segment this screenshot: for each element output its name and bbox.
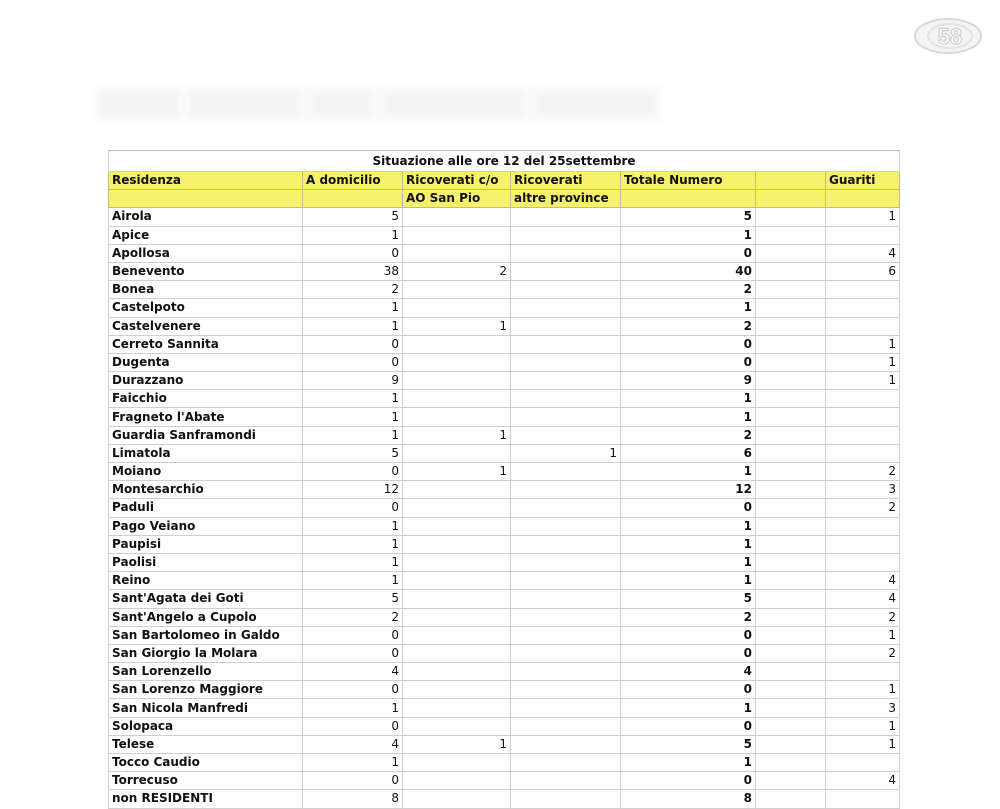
header2-san-pio: AO San Pio (403, 190, 511, 208)
table-row (109, 572, 900, 590)
cell-extra (756, 699, 826, 717)
header2-totale (621, 190, 756, 208)
cell-altre-province (511, 463, 621, 481)
cell-altre-province (511, 663, 621, 681)
cell-totale: 0 (621, 499, 756, 517)
cell-residenza: Reino (109, 572, 303, 590)
cell-san-pio: 2 (403, 262, 511, 280)
cell-domicilio: 0 (303, 463, 403, 481)
table-row (109, 244, 900, 262)
cell-residenza: Benevento (109, 262, 303, 280)
cell-guariti (826, 390, 900, 408)
cell-extra (756, 262, 826, 280)
cell-totale: 0 (621, 772, 756, 790)
cell-altre-province (511, 717, 621, 735)
cell-domicilio: 5 (303, 208, 403, 226)
cell-san-pio: 1 (403, 463, 511, 481)
cell-altre-province (511, 281, 621, 299)
cell-totale: 0 (621, 244, 756, 262)
table-row (109, 772, 900, 790)
header-guariti: Guariti (826, 172, 900, 190)
cell-residenza: Sant'Angelo a Cupolo (109, 608, 303, 626)
table-row (109, 408, 900, 426)
cell-altre-province (511, 426, 621, 444)
cell-totale: 5 (621, 590, 756, 608)
cell-guariti (826, 535, 900, 553)
cell-residenza: Paupisi (109, 535, 303, 553)
cell-domicilio: 8 (303, 790, 403, 808)
header-row (109, 172, 900, 190)
cell-san-pio (403, 335, 511, 353)
cell-extra (756, 353, 826, 371)
cell-san-pio (403, 390, 511, 408)
cell-domicilio: 1 (303, 426, 403, 444)
cell-totale: 9 (621, 372, 756, 390)
cell-domicilio: 1 (303, 553, 403, 571)
cell-guariti (826, 444, 900, 462)
cell-extra (756, 572, 826, 590)
table-row (109, 390, 900, 408)
cell-san-pio (403, 535, 511, 553)
header-residenza: Residenza (109, 172, 303, 190)
table-row (109, 372, 900, 390)
table-row (109, 553, 900, 571)
cell-residenza: Moiano (109, 463, 303, 481)
blurred-title (92, 84, 662, 124)
cell-san-pio (403, 517, 511, 535)
cell-san-pio (403, 681, 511, 699)
cell-residenza: Cerreto Sannita (109, 335, 303, 353)
cell-guariti: 1 (826, 626, 900, 644)
cell-altre-province (511, 644, 621, 662)
cell-san-pio (403, 699, 511, 717)
cell-extra (756, 735, 826, 753)
cell-san-pio (403, 717, 511, 735)
cell-altre-province (511, 754, 621, 772)
cell-totale: 1 (621, 226, 756, 244)
table-row (109, 262, 900, 280)
table-row (109, 517, 900, 535)
cell-totale: 0 (621, 353, 756, 371)
cell-domicilio: 1 (303, 699, 403, 717)
table-row (109, 699, 900, 717)
cell-extra (756, 772, 826, 790)
table-row (109, 590, 900, 608)
cell-residenza: Apollosa (109, 244, 303, 262)
cell-domicilio: 1 (303, 535, 403, 553)
cell-totale: 2 (621, 281, 756, 299)
cell-altre-province (511, 299, 621, 317)
cell-domicilio: 1 (303, 754, 403, 772)
cell-guariti: 1 (826, 717, 900, 735)
cell-residenza: Castelpoto (109, 299, 303, 317)
cell-extra (756, 390, 826, 408)
header-ricoverati-altre: Ricoverati (511, 172, 621, 190)
cell-guariti: 4 (826, 772, 900, 790)
cell-guariti: 2 (826, 463, 900, 481)
cell-san-pio (403, 572, 511, 590)
cell-altre-province (511, 499, 621, 517)
cell-domicilio: 5 (303, 590, 403, 608)
cell-totale: 2 (621, 608, 756, 626)
cell-domicilio: 2 (303, 281, 403, 299)
cell-guariti: 6 (826, 262, 900, 280)
cell-extra (756, 372, 826, 390)
cell-extra (756, 226, 826, 244)
cell-altre-province (511, 681, 621, 699)
cell-extra (756, 481, 826, 499)
cell-extra (756, 299, 826, 317)
cell-residenza: Paduli (109, 499, 303, 517)
cell-totale: 0 (621, 335, 756, 353)
cell-guariti: 1 (826, 208, 900, 226)
cell-altre-province: 1 (511, 444, 621, 462)
cell-guariti: 1 (826, 735, 900, 753)
table-row (109, 499, 900, 517)
cell-extra (756, 244, 826, 262)
cell-residenza: San Bartolomeo in Galdo (109, 626, 303, 644)
cell-san-pio (403, 299, 511, 317)
cell-residenza: Torrecuso (109, 772, 303, 790)
cell-totale: 0 (621, 681, 756, 699)
cell-residenza: Montesarchio (109, 481, 303, 499)
cell-residenza: San Lorenzello (109, 663, 303, 681)
cell-san-pio (403, 244, 511, 262)
cell-guariti: 4 (826, 244, 900, 262)
cell-domicilio: 0 (303, 681, 403, 699)
header2-domicilio (303, 190, 403, 208)
cell-extra (756, 408, 826, 426)
cell-san-pio (403, 553, 511, 571)
cell-san-pio (403, 663, 511, 681)
cell-totale: 1 (621, 699, 756, 717)
cell-extra (756, 754, 826, 772)
cell-residenza: Guardia Sanframondi (109, 426, 303, 444)
cell-domicilio: 0 (303, 244, 403, 262)
cell-san-pio (403, 608, 511, 626)
table-caption-row (109, 151, 900, 172)
cell-totale: 2 (621, 317, 756, 335)
cell-residenza: non RESIDENTI (109, 790, 303, 808)
cell-domicilio: 5 (303, 444, 403, 462)
cell-domicilio: 2 (303, 608, 403, 626)
cell-totale: 1 (621, 299, 756, 317)
cell-guariti: 4 (826, 590, 900, 608)
cell-totale: 0 (621, 717, 756, 735)
cell-san-pio (403, 481, 511, 499)
cell-guariti: 2 (826, 644, 900, 662)
cell-residenza: Bonea (109, 281, 303, 299)
cell-extra (756, 426, 826, 444)
cell-extra (756, 517, 826, 535)
cell-altre-province (511, 335, 621, 353)
cell-altre-province (511, 735, 621, 753)
cell-residenza: Castelvenere (109, 317, 303, 335)
cell-totale: 5 (621, 735, 756, 753)
cell-totale: 1 (621, 754, 756, 772)
logo-text: 58 (937, 24, 963, 49)
header-totale: Totale Numero (621, 172, 756, 190)
cell-san-pio (403, 590, 511, 608)
cell-altre-province (511, 590, 621, 608)
cell-residenza: Faicchio (109, 390, 303, 408)
cell-altre-province (511, 535, 621, 553)
cell-residenza: Paolisi (109, 553, 303, 571)
cell-extra (756, 335, 826, 353)
cell-altre-province (511, 244, 621, 262)
cell-guariti: 1 (826, 353, 900, 371)
cell-totale: 1 (621, 517, 756, 535)
cell-domicilio: 1 (303, 517, 403, 535)
cell-guariti (826, 299, 900, 317)
cell-san-pio (403, 408, 511, 426)
cell-residenza: Dugenta (109, 353, 303, 371)
header-row-2 (109, 190, 900, 208)
logo-58-icon (912, 16, 984, 56)
table-row (109, 299, 900, 317)
cell-extra (756, 626, 826, 644)
cell-guariti (826, 317, 900, 335)
cell-totale: 12 (621, 481, 756, 499)
cell-residenza: Telese (109, 735, 303, 753)
cell-domicilio: 4 (303, 663, 403, 681)
cell-residenza: Airola (109, 208, 303, 226)
cell-residenza: Durazzano (109, 372, 303, 390)
cell-guariti (826, 790, 900, 808)
table-row (109, 626, 900, 644)
cell-totale: 0 (621, 626, 756, 644)
cell-extra (756, 208, 826, 226)
cell-altre-province (511, 626, 621, 644)
header-ricoverati-san-pio: Ricoverati c/o (403, 172, 511, 190)
table-row (109, 444, 900, 462)
cell-altre-province (511, 790, 621, 808)
table-row (109, 681, 900, 699)
cell-residenza: Apice (109, 226, 303, 244)
cell-guariti: 2 (826, 499, 900, 517)
cell-extra (756, 681, 826, 699)
cell-totale: 6 (621, 444, 756, 462)
cell-totale: 1 (621, 463, 756, 481)
cell-altre-province (511, 572, 621, 590)
cell-altre-province (511, 699, 621, 717)
cell-residenza: San Giorgio la Molara (109, 644, 303, 662)
cell-altre-province (511, 226, 621, 244)
header-blank (756, 172, 826, 190)
table-row (109, 535, 900, 553)
table-row (109, 353, 900, 371)
cell-guariti: 1 (826, 372, 900, 390)
cell-guariti: 4 (826, 572, 900, 590)
cell-domicilio: 1 (303, 317, 403, 335)
cell-guariti: 1 (826, 681, 900, 699)
header2-altre-province: altre province (511, 190, 621, 208)
table-row (109, 426, 900, 444)
header-domicilio: A domicilio (303, 172, 403, 190)
cell-residenza: Limatola (109, 444, 303, 462)
table-row (109, 608, 900, 626)
cell-totale: 1 (621, 553, 756, 571)
cell-altre-province (511, 208, 621, 226)
cell-guariti (826, 408, 900, 426)
cell-san-pio (403, 444, 511, 462)
cell-san-pio (403, 790, 511, 808)
cell-domicilio: 1 (303, 408, 403, 426)
cell-san-pio (403, 772, 511, 790)
cell-totale: 1 (621, 572, 756, 590)
cell-san-pio (403, 499, 511, 517)
table-row (109, 663, 900, 681)
cell-altre-province (511, 317, 621, 335)
cell-extra (756, 317, 826, 335)
cell-guariti: 1 (826, 335, 900, 353)
cell-san-pio (403, 226, 511, 244)
cell-domicilio: 38 (303, 262, 403, 280)
cell-guariti (826, 226, 900, 244)
cell-domicilio: 12 (303, 481, 403, 499)
cell-totale: 1 (621, 390, 756, 408)
cell-residenza: Sant'Agata dei Goti (109, 590, 303, 608)
cell-san-pio (403, 372, 511, 390)
cell-guariti (826, 663, 900, 681)
cell-extra (756, 608, 826, 626)
cell-residenza: San Lorenzo Maggiore (109, 681, 303, 699)
cell-totale: 1 (621, 408, 756, 426)
cell-totale: 8 (621, 790, 756, 808)
cell-domicilio: 0 (303, 772, 403, 790)
table-row (109, 281, 900, 299)
cell-totale: 40 (621, 262, 756, 280)
cell-san-pio (403, 644, 511, 662)
cell-san-pio (403, 208, 511, 226)
table-row (109, 463, 900, 481)
table-caption: Situazione alle ore 12 del 25settembre (109, 151, 900, 172)
header2-blank (756, 190, 826, 208)
cell-extra (756, 499, 826, 517)
table-row (109, 335, 900, 353)
cell-guariti (826, 281, 900, 299)
cell-san-pio (403, 281, 511, 299)
cell-guariti (826, 754, 900, 772)
cell-totale: 5 (621, 208, 756, 226)
cell-residenza: Solopaca (109, 717, 303, 735)
cell-domicilio: 1 (303, 572, 403, 590)
cell-altre-province (511, 481, 621, 499)
cell-altre-province (511, 262, 621, 280)
cell-domicilio: 4 (303, 735, 403, 753)
table-row (109, 208, 900, 226)
table-row (109, 481, 900, 499)
cell-domicilio: 1 (303, 226, 403, 244)
cell-altre-province (511, 390, 621, 408)
cell-residenza: Fragneto l'Abate (109, 408, 303, 426)
cell-domicilio: 0 (303, 353, 403, 371)
cell-domicilio: 9 (303, 372, 403, 390)
cell-totale: 0 (621, 644, 756, 662)
cell-extra (756, 590, 826, 608)
cell-altre-province (511, 408, 621, 426)
table-row (109, 644, 900, 662)
cell-extra (756, 790, 826, 808)
channel-logo (912, 16, 984, 56)
cell-altre-province (511, 608, 621, 626)
cell-domicilio: 1 (303, 390, 403, 408)
cell-totale: 2 (621, 426, 756, 444)
cell-extra (756, 717, 826, 735)
cell-guariti (826, 426, 900, 444)
cell-altre-province (511, 772, 621, 790)
cell-domicilio: 0 (303, 335, 403, 353)
cell-domicilio: 0 (303, 644, 403, 662)
cell-altre-province (511, 553, 621, 571)
cell-domicilio: 1 (303, 299, 403, 317)
covid-situation-table (108, 150, 900, 809)
cell-guariti (826, 553, 900, 571)
cell-san-pio (403, 626, 511, 644)
cell-extra (756, 553, 826, 571)
cell-extra (756, 444, 826, 462)
cell-guariti (826, 517, 900, 535)
cell-san-pio: 1 (403, 426, 511, 444)
cell-altre-province (511, 353, 621, 371)
table-row (109, 735, 900, 753)
table-row (109, 754, 900, 772)
cell-guariti: 3 (826, 699, 900, 717)
cell-san-pio (403, 353, 511, 371)
cell-totale: 4 (621, 663, 756, 681)
cell-domicilio: 0 (303, 499, 403, 517)
cell-extra (756, 463, 826, 481)
cell-extra (756, 644, 826, 662)
cell-altre-province (511, 517, 621, 535)
cell-domicilio: 0 (303, 717, 403, 735)
table-row (109, 317, 900, 335)
table-row (109, 717, 900, 735)
cell-extra (756, 281, 826, 299)
cell-residenza: Tocco Caudio (109, 754, 303, 772)
cell-guariti: 3 (826, 481, 900, 499)
cell-san-pio (403, 754, 511, 772)
header2-residenza (109, 190, 303, 208)
cell-domicilio: 0 (303, 626, 403, 644)
cell-san-pio: 1 (403, 317, 511, 335)
cell-extra (756, 663, 826, 681)
table-row (109, 790, 900, 808)
cell-residenza: San Nicola Manfredi (109, 699, 303, 717)
cell-altre-province (511, 372, 621, 390)
cell-guariti: 2 (826, 608, 900, 626)
cell-extra (756, 535, 826, 553)
table-row (109, 226, 900, 244)
cell-totale: 1 (621, 535, 756, 553)
cell-residenza: Pago Veiano (109, 517, 303, 535)
header2-guariti (826, 190, 900, 208)
cell-san-pio: 1 (403, 735, 511, 753)
